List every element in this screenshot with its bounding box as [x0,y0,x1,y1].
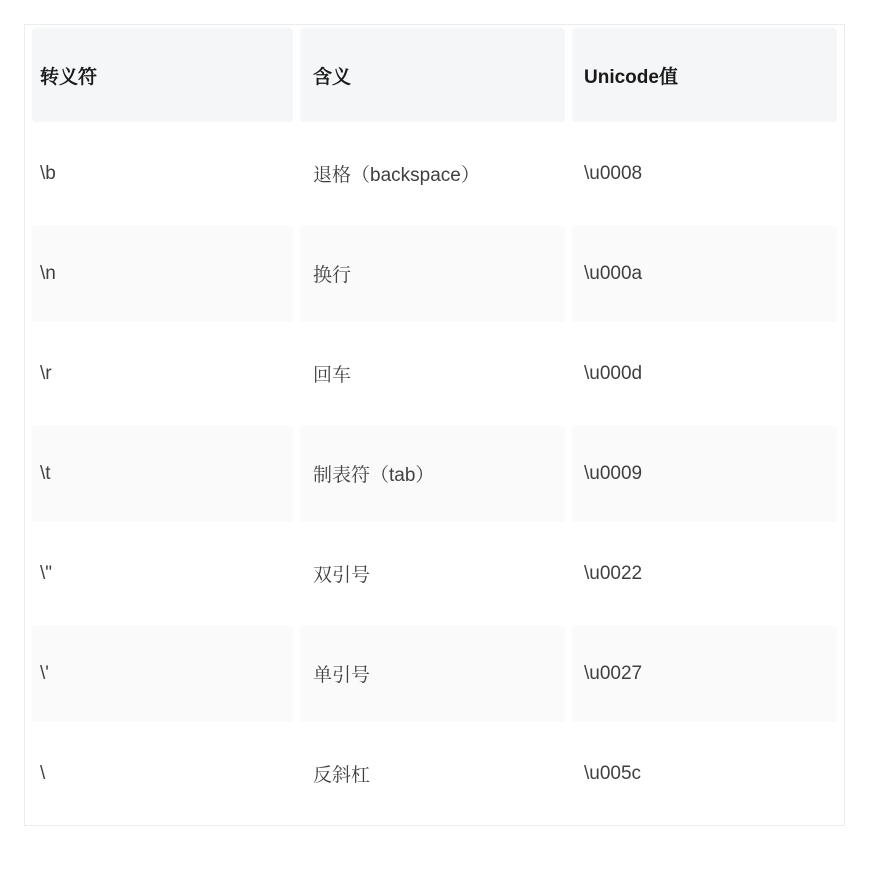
table-row [32,625,837,722]
column-header-escape: 转义符 [32,28,293,122]
cell-meaning: 反斜杠 [300,725,565,822]
cell-meaning: 单引号 [300,625,565,722]
table-header-row [32,28,837,122]
escape-characters-table [25,25,844,825]
cell-unicode: \u0027 [572,625,837,722]
table-row [32,325,837,422]
table-row [32,725,837,822]
cell-escape: \' [32,625,293,722]
table-row [32,125,837,222]
cell-meaning: 换行 [300,225,565,322]
cell-escape: \" [32,525,293,622]
cell-escape: \r [32,325,293,422]
cell-meaning: 双引号 [300,525,565,622]
cell-unicode: \u000d [572,325,837,422]
escape-table-card [24,24,845,826]
cell-meaning: 退格（backspace） [300,125,565,222]
cell-unicode: \u005c [572,725,837,822]
cell-unicode: \u0008 [572,125,837,222]
table-row [32,425,837,522]
column-header-meaning: 含义 [300,28,565,122]
cell-meaning: 回车 [300,325,565,422]
table-row [32,225,837,322]
cell-unicode: \u0022 [572,525,837,622]
cell-unicode: \u0009 [572,425,837,522]
cell-escape: \n [32,225,293,322]
cell-escape: \t [32,425,293,522]
cell-escape: \b [32,125,293,222]
table-row [32,525,837,622]
cell-escape: \ [32,725,293,822]
cell-unicode: \u000a [572,225,837,322]
column-header-unicode: Unicode值 [572,28,837,122]
cell-meaning: 制表符（tab） [300,425,565,522]
